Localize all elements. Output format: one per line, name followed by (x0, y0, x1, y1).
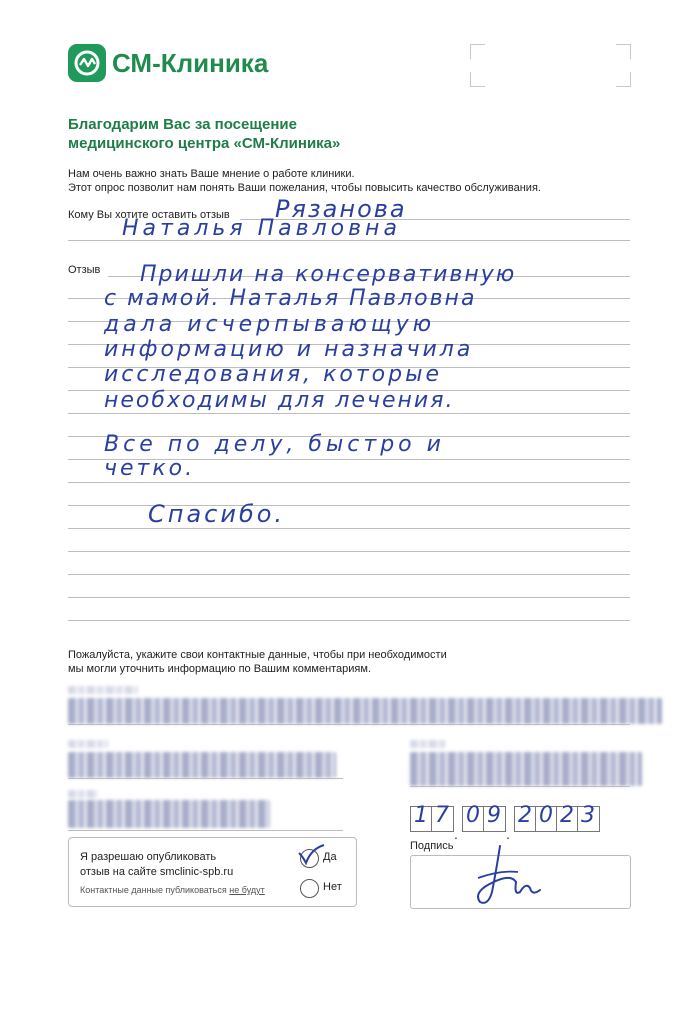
review-handwritten-line[interactable]: с мамой. Наталья Павловна (104, 286, 477, 311)
consent-note (80, 885, 265, 895)
date-separator: . (506, 826, 510, 842)
review-handwritten-line[interactable]: информацию и назначила (104, 337, 474, 362)
date-digit-box[interactable] (514, 803, 537, 832)
phone-rule (68, 778, 343, 779)
consent-note-prefix: Контактные данные публиковаться (80, 885, 227, 895)
date-digit-box[interactable] (410, 803, 433, 832)
cm-clinic-logo-icon (68, 44, 106, 82)
consent-note-underlined: не будут (229, 885, 265, 895)
logo-name: СМ-Клиника (112, 48, 269, 78)
consent-text-1: Я разрешаю опубликовать (80, 851, 217, 863)
intro-text (68, 167, 541, 195)
redacted-field-label (68, 686, 138, 694)
doctor-rule (410, 786, 630, 787)
review-rule (68, 620, 630, 621)
review-rule (68, 528, 630, 529)
consent-no-label: Нет (323, 881, 342, 893)
contact-note (68, 648, 447, 676)
corner-mark (470, 72, 485, 87)
signature-icon (470, 842, 550, 912)
date-digit-box[interactable] (577, 803, 600, 832)
consent-yes-label: Да (323, 851, 337, 863)
redacted-full-name[interactable] (68, 698, 662, 724)
intro-line-2: Этот опрос позволит нам понять Ваши пожелания, чтобы повысить качество обслуживания. (68, 182, 541, 194)
corner-mark (616, 72, 631, 87)
consent-yes-radio[interactable] (300, 849, 319, 868)
redacted-field-label (68, 790, 98, 798)
date-digit-box[interactable] (535, 803, 558, 832)
redacted-doctor-field[interactable] (410, 752, 642, 786)
review-handwritten-line[interactable]: исследования, которые (104, 362, 442, 387)
date-digit: 2 (518, 803, 532, 828)
review-handwritten-line[interactable]: дала исчерпывающую (104, 312, 436, 337)
corner-mark (470, 44, 485, 59)
name-rule (68, 724, 630, 725)
form-heading (68, 115, 340, 153)
redacted-email[interactable] (68, 800, 270, 828)
review-handwritten-line[interactable]: четко. (104, 456, 196, 481)
heading-line-1: Благодарим Вас за посещение (68, 116, 297, 133)
date-separator: . (454, 826, 458, 842)
review-rule (68, 413, 630, 414)
email-rule (68, 830, 343, 831)
consent-no-radio[interactable] (300, 879, 319, 898)
consent-text-2: отзыв на сайте smclinic-spb.ru (80, 866, 234, 878)
date-digit-box[interactable] (431, 803, 454, 832)
recipient-handwritten-surname[interactable]: Рязанова (275, 195, 407, 223)
date-digit: 9 (487, 803, 501, 828)
contact-note-line-1: Пожалуйста, укажите свои контактные данные, чтобы при необходимости (68, 649, 447, 661)
heading-line-2: медицинского центра «СМ-Клиника» (68, 135, 341, 152)
recipient-handwritten-name[interactable]: Наталья Павловна (122, 216, 401, 241)
review-handwritten-line[interactable]: Все по делу, быстро и (104, 432, 445, 457)
date-digit: 3 (581, 803, 595, 828)
date-digit: 7 (435, 803, 449, 828)
review-rule (68, 482, 630, 483)
date-digit: 0 (539, 803, 553, 828)
date-digit: 0 (466, 803, 480, 828)
signature-label: Подпись (410, 840, 454, 852)
review-handwritten-line[interactable]: Спасибо. (148, 500, 286, 528)
date-digit-box[interactable] (462, 803, 485, 832)
date-digit-box[interactable] (556, 803, 579, 832)
review-rule (68, 597, 630, 598)
date-digit-box[interactable] (483, 803, 506, 832)
review-rule (68, 574, 630, 575)
corner-mark (616, 44, 631, 59)
review-rule (68, 551, 630, 552)
review-handwritten-line[interactable]: Пришли на консервативную (140, 262, 517, 287)
redacted-field-label (68, 740, 108, 748)
review-label: Отзыв (68, 264, 101, 276)
date-digit: 2 (560, 803, 574, 828)
date-digit: 1 (414, 803, 428, 828)
contact-note-line-2: мы могли уточнить информацию по Вашим комментариям. (68, 663, 372, 675)
recipient-label: Кому Вы хотите оставить отзыв (68, 209, 230, 221)
redacted-field-label (410, 740, 446, 748)
redacted-phone[interactable] (68, 752, 336, 778)
checkmark-icon (299, 845, 324, 863)
intro-line-1: Нам очень важно знать Ваше мнение о работе клиники. (68, 168, 355, 180)
review-handwritten-line[interactable]: необходимы для лечения. (104, 388, 455, 413)
